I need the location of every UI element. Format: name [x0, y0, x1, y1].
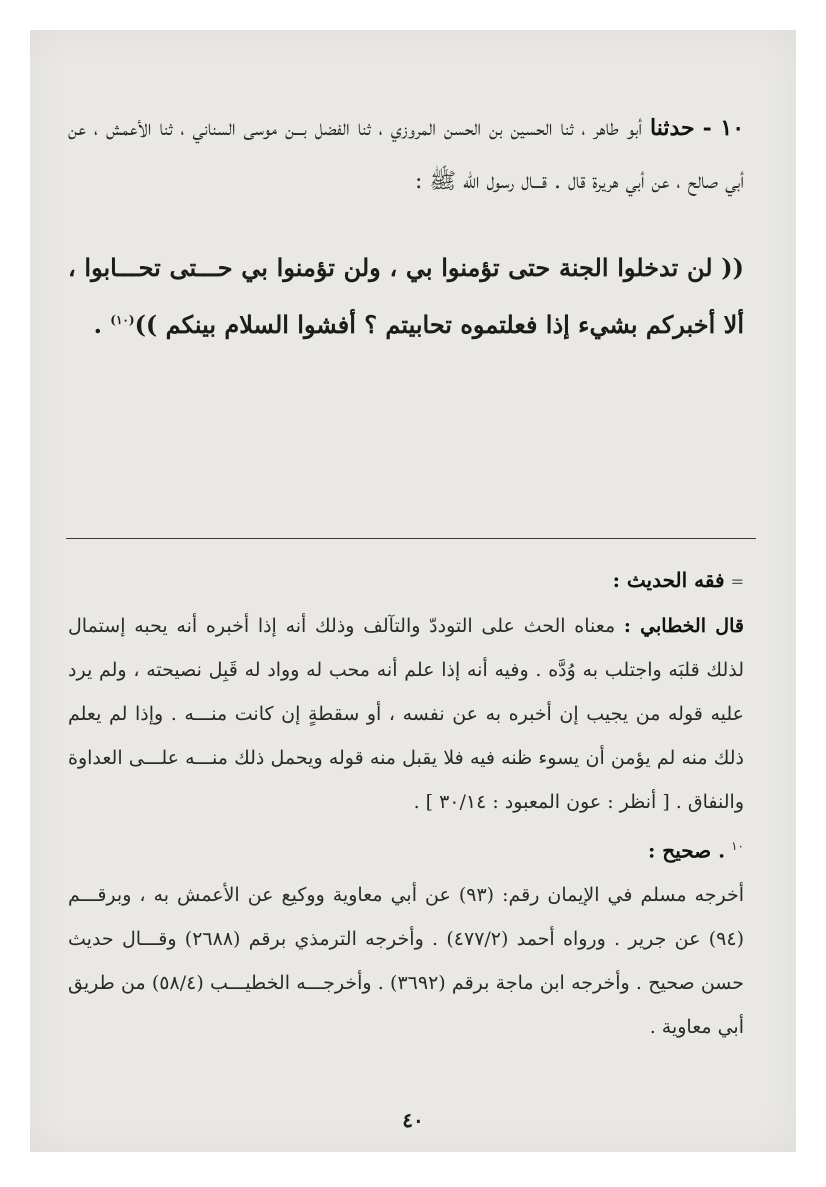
footnote-number: ١٠: [731, 839, 744, 853]
grade-label: . صحيح :: [647, 838, 726, 863]
footnote-reference: (١٠): [110, 313, 135, 327]
notes-section: [68, 558, 744, 1049]
isnad-text: أبو طاهر ، ثنا الحسين بن الحسن المروزي ، ثنا الفضل بـــن موسى السناني ، ثنا الأعمش ، عن أبي صالح ، عن أبي هريرة قال . قـــال رسول الله ﷺ :: [68, 116, 744, 194]
narration-word: حدثنا: [650, 115, 695, 141]
hadith-number: ١٠ -: [702, 115, 745, 141]
fiqh-heading: فقه الحديث :: [612, 568, 725, 592]
page-number: ٤٠: [402, 1108, 424, 1132]
section-marker: =: [730, 572, 744, 591]
matn-text: (( لن تدخلوا الجنة حتى تؤمنوا بي ، ولن تؤمنوا بي حـــتى تحـــابوا ، ألا أخبركم بشيء إذا فعلتموه تحابيتم ؟ أفشوا السلام بينكم )): [68, 253, 744, 339]
hadith-chain: [68, 102, 744, 208]
footnote-divider: [66, 538, 756, 539]
book-page: [30, 30, 796, 1152]
footnote-body: أخرجه مسلم في الإيمان رقم: (٩٣) عن أبي معاوية ووكيع عن الأعمش به ، وبرقـــم (٩٤) عن جرير . ورواه أحمد (٤٧٧/٢) . وأخرجه الترمذي برقم (٢٦٨٨) وقـــال حديث حسن صحيح . وأخرجه ابن ماجة برقم (٣٦٩٢) . وأخرجـــه الخطيـــب (٥٨/٤) من طريق أبي معاوية .: [68, 884, 745, 1039]
hadith-matn: (( لن تدخلوا الجنة حتى تؤمنوا بي ، ولن تؤمنوا بي حـــتى تحـــابوا ، ألا أخبركم بشيء إذا فعلتموه تحابيتم ؟ أفشوا السلام بينكم ))$^{(١٠)}$ .: [68, 253, 744, 339]
scholar-name: قال الخطابي :: [623, 615, 744, 637]
fiqh-body: معناه الحث على التوددّ والتآلف وذلك أنه إذا أخبره أنه يحبه إستمال لذلك قلبَه واجتلب به وُدَّه . وفيه أنه إذا علم أنه محب له وواد له قَبِل نصيحته ، ولم يرد عليه قوله من يجيب إن أخبره به عن نفسه ، أو سقطةٍ إن كانت منـــه . وإذا لم يعلم ذلك منه لم يؤمن أن يسوء ظنه فيه فلا يقبل منه قوله ويحمل ذلك منـــه علـــى العداوة والنفاق . [ أنظر : عون المعبود : ٣٠/١٤ ] .: [68, 615, 744, 813]
